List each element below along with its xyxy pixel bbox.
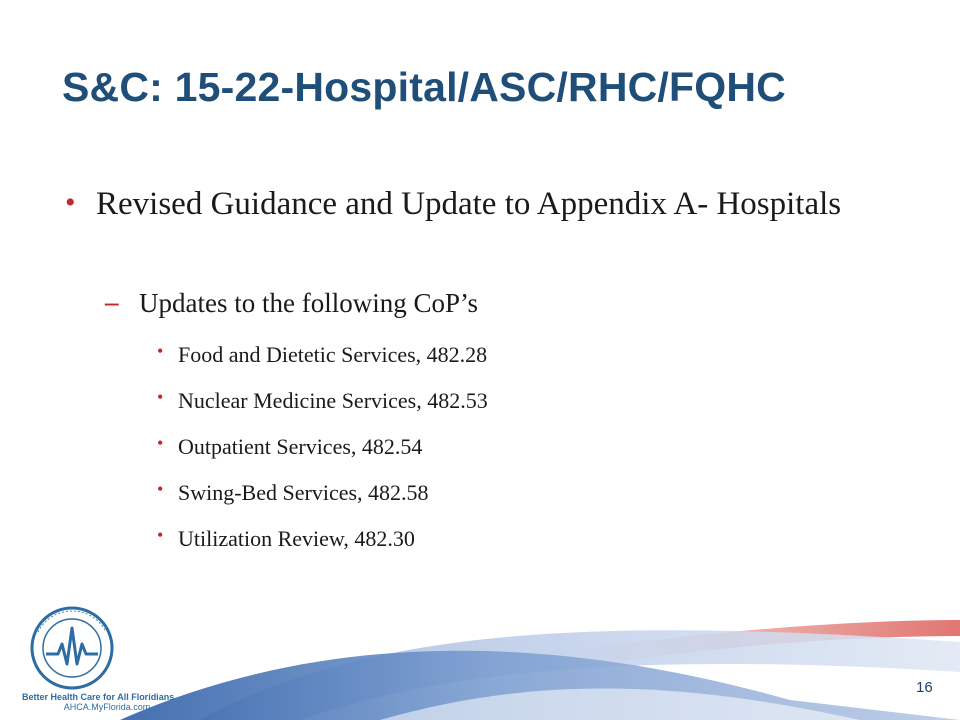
sub-bullet-list [157,341,488,572]
bullet-marker: • [65,186,76,219]
footer-tagline [22,692,192,712]
bullet-text: Updates to the following CoP’s [139,288,478,318]
bullet-marker: • [157,341,164,361]
bullet-text: Revised Guidance and Update to Appendix A- Hospitals [96,186,842,222]
sub-bullet-text: Outpatient Services, 482.54 [178,434,423,459]
dash-marker: – [105,287,119,317]
bullet-marker: • [157,433,164,453]
bullet-level-1 [65,183,916,226]
sub-bullet-text: Utilization Review, 482.30 [178,526,415,551]
sub-bullet-item [157,479,488,526]
sub-bullet-text: Nuclear Medicine Services, 482.53 [178,388,488,413]
tagline-text: Better Health Care for All Floridians [22,692,175,702]
sub-bullet-item [157,387,488,434]
bullet-level-2 [105,287,478,319]
agency-seal-logo [14,604,134,692]
page-number: 16 [916,679,933,696]
bullet-marker: • [157,387,164,407]
sub-bullet-item [157,341,488,388]
website-link[interactable]: AHCA.MyFlorida.com [63,702,151,712]
sub-bullet-item [157,433,488,480]
bullet-marker: • [157,479,164,499]
sub-bullet-text: Swing-Bed Services, 482.58 [178,480,429,505]
bullet-marker: • [157,525,164,545]
sub-bullet-text: Food and Dietetic Services, 482.28 [178,342,488,367]
slide-title: S&C: 15-22-Hospital/ASC/RHC/FQHC [62,64,786,110]
